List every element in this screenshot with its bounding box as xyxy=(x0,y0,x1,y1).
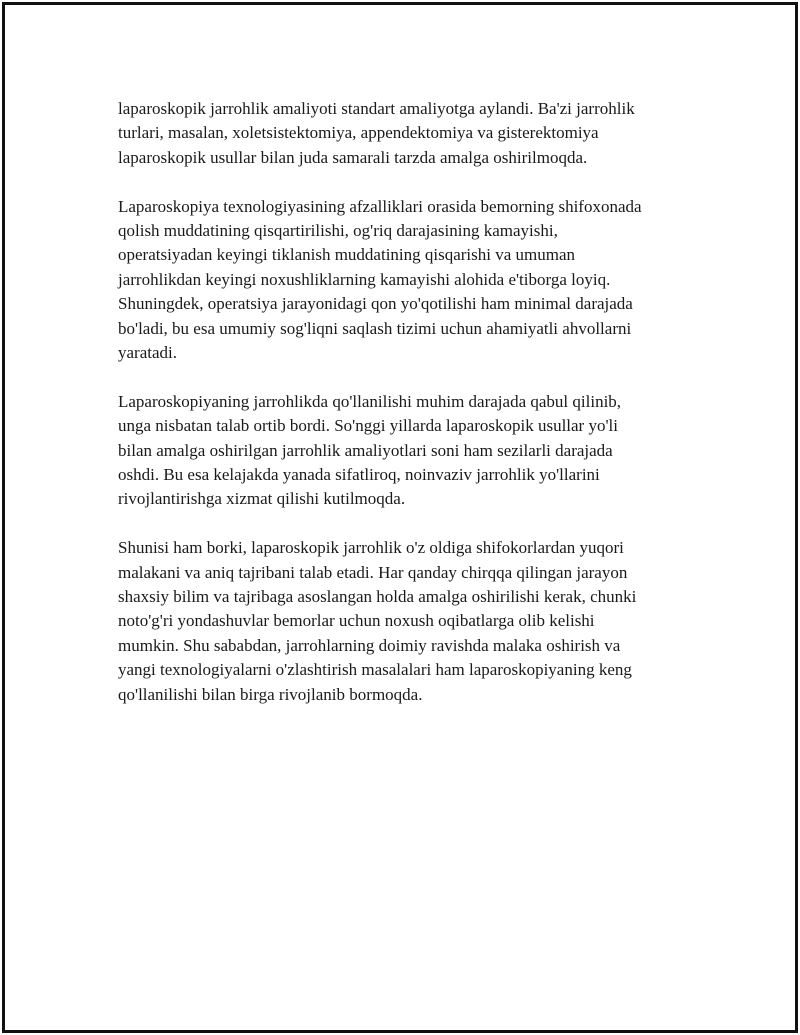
text-line: oshdi. Bu esa kelajakda yanada sifatliroq, noinvaziv jarrohlik yo'llarini xyxy=(118,465,600,485)
text-line: Shuningdek, operatsiya jarayonidagi qon yo'qotilishi ham minimal darajada xyxy=(118,294,633,314)
document-body xyxy=(118,97,708,732)
text-line: yangi texnologiyalarni o'zlashtirish masalalari ham laparoskopiyaning keng xyxy=(118,660,632,680)
paragraph-1 xyxy=(118,97,708,170)
paragraph-2 xyxy=(118,195,708,366)
text-line: shaxsiy bilim va tajribaga asoslangan holda amalga oshirilishi kerak, chunki xyxy=(118,587,637,607)
text-line: yaratadi. xyxy=(118,343,177,363)
text-line: rivojlantirishga xizmat qilishi kutilmoqda. xyxy=(118,489,406,509)
text-line: malakani va aniq tajribani talab etadi. Har qanday chirqqa qilingan jarayon xyxy=(118,562,628,582)
text-line: bilan amalga oshirilgan jarrohlik amaliyotlari soni ham sezilarli darajada xyxy=(118,440,613,460)
text-line: jarrohlikdan keyingi noxushliklarning kamayishi alohida e'tiborga loyiq. xyxy=(118,269,611,289)
text-line: bo'ladi, bu esa umumiy sog'liqni saqlash tizimi uchun ahamiyatli ahvollarni xyxy=(118,318,632,338)
text-line: Laparoskopiya texnologiyasining afzalliklari orasida bemorning shifoxonada xyxy=(118,196,642,216)
text-line: noto'g'ri yondashuvlar bemorlar uchun noxush oqibatlarga olib kelishi xyxy=(118,611,595,631)
text-line: laparoskopik jarrohlik amaliyoti standart amaliyotga aylandi. Ba'zi jarrohlik xyxy=(118,99,635,118)
page-border xyxy=(2,2,798,1033)
text-line: laparoskopik usullar bilan juda samarali tarzda amalga oshirilmoqda. xyxy=(118,147,588,167)
text-line: unga nisbatan talab ortib bordi. So'nggi yillarda laparoskopik usullar yo'li xyxy=(118,416,618,436)
text-line: qo'llanilishi bilan birga rivojlanib bormoqda. xyxy=(118,684,423,704)
text-line: qolish muddatining qisqartirilishi, og'riq darajasining kamayishi, xyxy=(118,221,558,241)
paragraph-3 xyxy=(118,390,708,512)
text-line: Laparoskopiyaning jarrohlikda qo'llanilishi muhim darajada qabul qilinib, xyxy=(118,391,622,411)
text-line: turlari, masalan, xoletsistektomiya, appendektomiya va gisterektomiya xyxy=(118,123,599,143)
text-line: operatsiyadan keyingi tiklanish muddatining qisqarishi va umuman xyxy=(118,245,576,265)
text-line: Shunisi ham borki, laparoskopik jarrohlik o'z oldiga shifokorlardan yuqori xyxy=(118,538,624,558)
paragraph-4 xyxy=(118,536,708,707)
text-line: mumkin. Shu sababdan, jarrohlarning doimiy ravishda malaka oshirish va xyxy=(118,635,621,655)
